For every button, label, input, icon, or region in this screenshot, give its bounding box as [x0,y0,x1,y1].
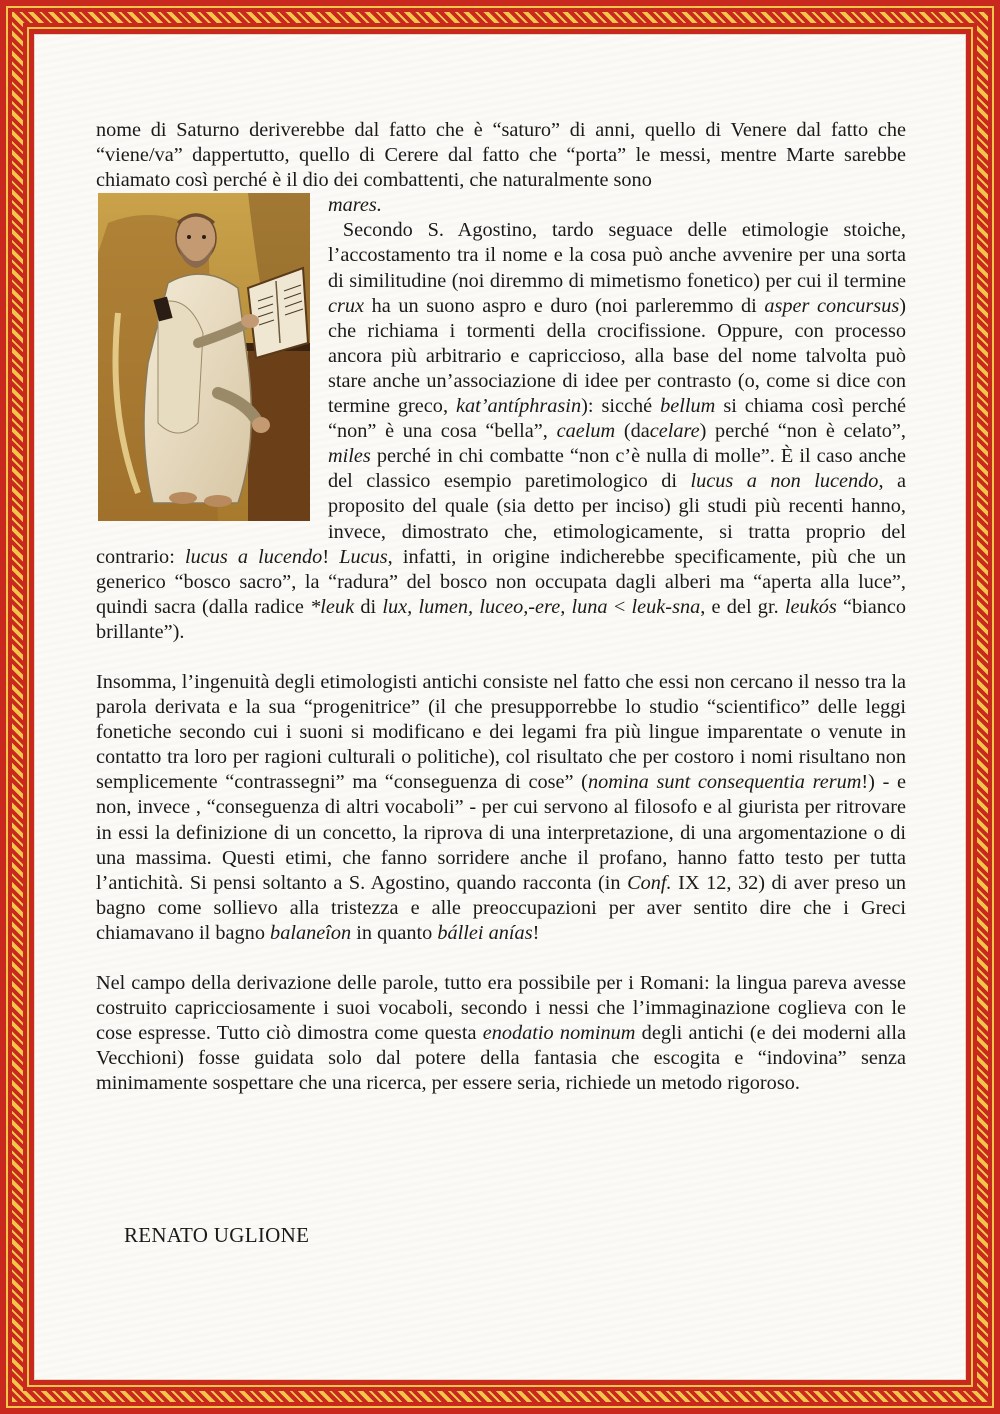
p3-text-d: in quanto [356,921,433,944]
latin-phrase-lucus-a-lucendo: lucus a lucendo [184,545,323,568]
paragraph-1-text: nome di Saturno deriverebbe dal fatto che è “saturo” di anni, quello di Venere dal fatto che “viene/va” dappertutto, quello di Cerere dal fatto che “porta” le messi, mentre Marte sarebbe chiamato così perché è il dio dei combattenti, che naturalmente sono [96,119,906,192]
p2-text-d: ): sicché [581,395,653,418]
article-body [96,118,906,1096]
p3-text-a: Insomma, l’ingenuità degli etimologisti antichi consiste nel fatto che essi non cercano il nesso tra la parola derivata e la sua “progenitrice” (il che presupporrebbe lo studio “scientifico” delle leggi fonetiche secondo cui i suoni si modificano e dei legami fra più lingue imparentate o venute in contatto tra loro per ragioni culturali o politiche), col risultato che per costoro i nomi risultano non semplicemente “contrassegni” ma “conseguenza di cose” ( [96,670,906,794]
latin-term-asper-concursus: asper concursus [764,294,900,317]
greek-term-katantiphrasin: kat’antíphrasin [456,395,582,418]
p2-text-f: (da [623,420,650,443]
author-signature: RENATO UGLIONE [124,1223,310,1247]
p2-text-g: ) perché “non è celato”, [699,420,906,443]
p3-text-b: !) - e non, invece , “conseguenza di altri vocaboli” - per cui servono al filosofo e al giurista per ritrovare in essi la definizione di un concetto, la riprova di una interpretazione, di una argomentazione o di una massima. Questi etimi, che fanno sorridere anche il profano, hanno fatto testo per tutta l’antichità. Si pensi soltanto a S. Agostino, quando racconta (in [96,771,906,894]
paragraph-3 [96,670,906,946]
p2-text-h: perché in chi combatte “non c’è nulla di molle”. È il caso anche del classico esempio paretimologico di [328,445,906,493]
p2-text-a: Secondo S. Agostino, tardo seguace delle etimologie stoiche, l’accostamento tra il nome e la cosa può anche avvenire per una sorta di similitudine (noi diremmo di mimetismo fonetico) per cui il termine [328,219,906,292]
paragraph-gap [96,645,906,670]
citation-confessiones: Conf. [627,871,672,894]
p2-text-j: ! [322,545,330,568]
p2-text-e: si chiama così perché “non” è una cosa “bella”, [328,395,907,443]
latin-term-miles: miles [328,445,371,468]
p2-text-o: “bianco brillante”). [96,595,907,643]
latin-term-bellum: bellum [660,395,716,418]
latin-phrase-lucus-a-non-lucendo: lucus a non lucendo [690,470,879,493]
greek-phrase-ballei-anias: bállei anías [437,921,533,944]
paragraph-1 [96,118,906,193]
p2-text-m: < [613,595,626,618]
latin-term-celare: celare [649,420,700,443]
p4-text-a: Nel campo della derivazione delle parole, tutto era possibile per i Romani: la lingua pareva avesse costruito capricciosamente i suoi vocaboli, secondo i nessi che l’immaginazione coglieva con le cose espresse. Tutto ciò dimostra come questa [96,972,906,1045]
p3-text-e: ! [532,921,540,944]
latin-term-mares: mares. [328,194,382,217]
greek-term-leukos: leukós [784,595,837,618]
p4-text-b: degli antichi (e dei moderni alla Vecchioni) fosse guidata solo dal potere della fantasia che escogita e “indovina” senza minimamente sospettare che una ricerca, per essere seria, richiede un metodo rigoroso. [96,1022,906,1095]
p2-text-n: , e del gr. [700,595,779,618]
root-term-leuk: *leuk [310,595,355,618]
root-term-leuk-sna: leuk-sna [631,595,701,618]
p2-text-l: di [360,595,377,618]
paragraph-gap [96,946,906,971]
latin-term-lucus: Lucus [339,545,388,568]
latin-phrase-nomina-sunt: nomina sunt consequentia rerum [587,771,862,794]
saint-augustine-portrait [98,193,310,521]
p2-text-b: ha un suono aspro e duro (noi parleremmo di [371,294,757,317]
latin-term-caelum: caelum [556,420,616,443]
latin-term-crux: crux [328,294,365,317]
latin-terms-lux-lumen: lux, lumen, luceo,-ere, luna [382,595,608,618]
portrait-image [98,193,310,521]
p2-text-i: , a proposito del quale (sia detto per inciso) gli studi più recenti hanno, invece, dimostrato che, etimologicamente, si tratta proprio del contrario: [96,470,906,568]
greek-term-balaneion: balaneîon [270,921,352,944]
p2-text-c: ) che richiama i tormenti della crocifissione. Oppure, con processo ancora più arbitrario e capriccioso, alla base del nome talvolta può stare anche un’associazione di idee per contrasto (o, come si dice con termine greco, [328,294,906,418]
paragraph-4 [96,971,906,1096]
p2-text-k: , infatti, in origine indicherebbe specificamente, più che un generico “bosco sacro”, la “radura” del bosco non occupata dagli alberi ma “aperta alla luce”, quindi sacra (dalla radice [96,545,907,618]
latin-phrase-enodatio-nominum: enodatio nominum [482,1022,636,1045]
p3-text-c: IX 12, 32) di aver preso un bagno come sollievo alla tristezza e alle preoccupazioni per aver sentito dire che i Greci chiamavano il bagno [96,871,906,944]
